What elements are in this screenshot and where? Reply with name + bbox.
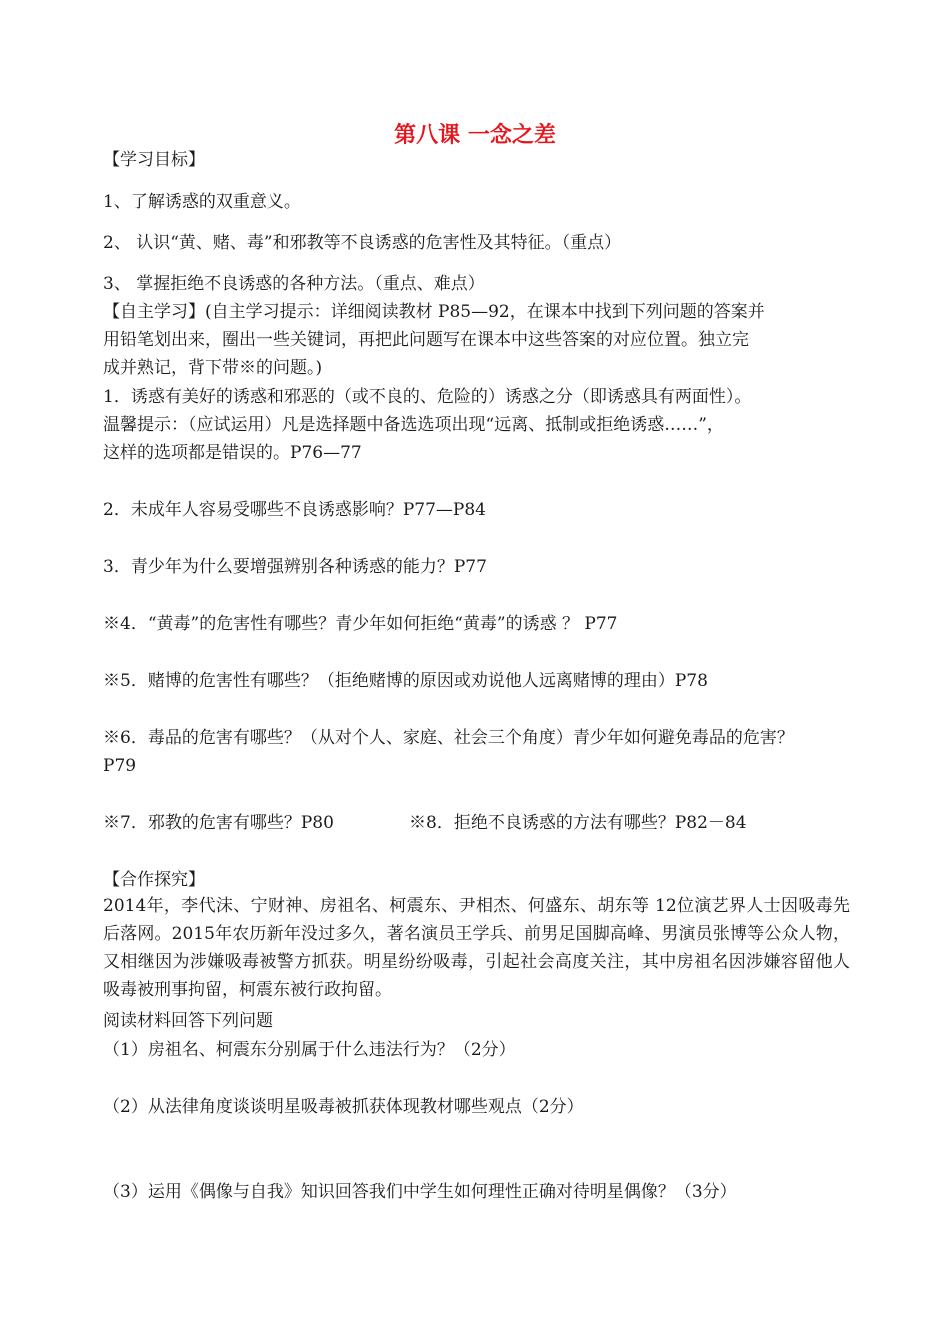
objectives-heading: 【学习目标】: [103, 150, 205, 170]
question-6: ※6．毒品的危害有哪些？（从对个人、家庭、社会三个角度）青少年如何避免毒品的危害？: [103, 728, 794, 748]
question-1-tip: 温馨提示：（应试运用）凡是选择题中备选选项出现“远离、抵制或拒绝诱惑……”，: [103, 415, 724, 435]
question-8: ※8．拒绝不良诱惑的方法有哪些？P82－84: [409, 813, 747, 833]
objective-item: 3、 掌握拒绝不良诱惑的各种方法。（重点、难点）: [103, 274, 485, 294]
objective-item: 1、了解诱惑的双重意义。: [103, 192, 301, 212]
question-2: 2．未成年人容易受哪些不良诱惑影响？P77—P84: [103, 500, 486, 520]
lesson-title: 第八课 一念之差: [394, 123, 556, 148]
question-1-tip: 这样的选项都是错误的。P76—77: [103, 443, 362, 463]
self-study-intro: 成并熟记，背下带※的问题。): [103, 358, 323, 378]
question-4: ※4．“黄毒”的危害性有哪些？青少年如何拒绝“黄毒”的诱惑 ？ P77: [103, 614, 618, 634]
self-study-intro: 用铅笔划出来，圈出一些关键词，再把此问题写在课本中这些答案的对应位置。独立完: [103, 330, 749, 350]
cooperation-question-3: （3）运用《偶像与自我》知识回答我们中学生如何理性正确对待明星偶像？（3分）: [103, 1182, 737, 1202]
question-6: P79: [103, 756, 137, 776]
cooperation-question-2: （2）从法律角度谈谈明星吸毒被抓获体现教材哪些观点（2分）: [103, 1097, 584, 1117]
cooperation-question-1: （1）房祖名、柯震东分别属于什么违法行为？（2分）: [103, 1040, 516, 1060]
cooperation-heading: 【合作探究】: [103, 870, 205, 890]
reading-prompt: 阅读材料回答下列问题: [103, 1011, 273, 1031]
cooperation-material: 2014年，李代沫、宁财神、房祖名、柯震东、尹相杰、何盛东、胡东等 12位演艺界人士因吸毒先后落网。2015年农历新年没过多久，著名演员王学兵、前男足国脚高峰、男演员张博等公众人物，又相继因为涉嫌吸毒被警方抓获。明星纷纷吸毒，引起社会高度关注，其中房祖名因涉嫌容留他人吸毒被刑事拘留，柯震东被行政拘留。: [103, 896, 850, 1000]
self-study-intro: 【自主学习】(自主学习提示：详细阅读教材 P85—92，在课本中找到下列问题的答案并: [103, 302, 765, 322]
question-5: ※5．赌博的危害性有哪些？（拒绝赌博的原因或劝说他人远离赌博的理由）P78: [103, 671, 708, 691]
objective-item: 2、 认识“黄、赌、毒”和邪教等不良诱惑的危害性及其特征。（重点）: [103, 233, 622, 253]
question-3: 3．青少年为什么要增强辨别各种诱惑的能力？P77: [103, 557, 487, 577]
question-7: ※7．邪教的危害有哪些？P80: [103, 813, 334, 833]
question-1: 1．诱惑有美好的诱惑和邪恶的（或不良的、危险的）诱惑之分（即诱惑具有两面性）。: [103, 387, 752, 407]
